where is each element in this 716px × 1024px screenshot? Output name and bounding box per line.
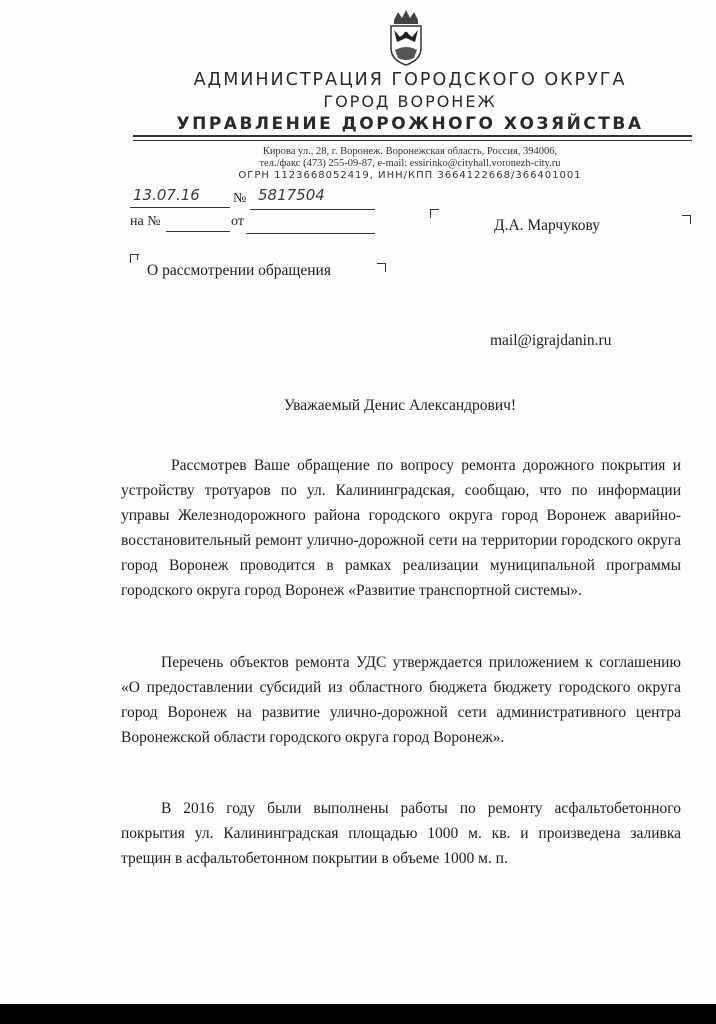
header-rule-thin <box>133 140 692 141</box>
recipient-name: Д.А. Марчукову <box>494 217 600 234</box>
recipient-email: mail@igrajdanin.ru <box>490 332 612 349</box>
coat-of-arms-icon <box>386 10 426 66</box>
recipient-corner-left <box>430 209 439 218</box>
body-paragraph: Перечень объектов ремонта УДС утверждается приложением к соглашению «О предоставлении субсидий из областного бюджета бюджету городского округа город Воронеж на развитие улично-дорожной сети административного центра Воронежской области городского округа город Воронеж». <box>121 654 681 746</box>
number-label: № <box>233 191 247 206</box>
phone-email-line: тел./факс (473) 255-09-87, e-mail: essirinko@cityhall.voronezh-city.ru <box>259 158 561 169</box>
recipient-corner-right <box>682 215 691 224</box>
address-line: Кирова ул., 28, г. Воронеж. Воронежская область, Россия, 394006, <box>262 146 558 157</box>
body-paragraph: В 2016 году были выполнены работы по ремонту асфальтобетонного покрытия ул. Калининградская площадью 1000 м. кв. и произведена заливка трещин в асфальтобетонном покрытии в объеме 1000 м. п. <box>121 800 681 867</box>
number-underline <box>250 209 375 210</box>
registration-date: 13.07.16 <box>133 186 200 204</box>
reference-number-line <box>166 231 230 232</box>
ogrn-inn-line: ОГРН 1123668052419, ИНН/КПП 3664122668/366401001 <box>238 170 582 181</box>
scan-bottom-edge <box>0 1004 716 1024</box>
reference-date-line <box>246 233 375 234</box>
reference-number-label: на № <box>130 214 161 229</box>
salutation: Уважаемый Денис Александрович! <box>283 397 517 414</box>
org-name-line2: ГОРОД ВОРОНЕЖ <box>323 92 497 111</box>
date-underline <box>130 207 230 208</box>
reference-date-label: от <box>231 214 244 229</box>
header-rule-thick <box>133 135 692 137</box>
subject-corner-right <box>377 263 386 272</box>
subject-corner-tick <box>137 254 138 260</box>
registration-number: 5817504 <box>258 186 325 204</box>
department-name: УПРАВЛЕНИЕ ДОРОЖНОГО ХОЗЯЙСТВА <box>176 114 644 134</box>
letter-subject: О рассмотрении обращения <box>147 262 331 279</box>
org-name-line1: АДМИНИСТРАЦИЯ ГОРОДСКОГО ОКРУГА <box>193 70 627 90</box>
body-paragraph: Рассмотрев Ваше обращение по вопросу ремонта дорожного покрытия и устройству тротуаров по ул. Калининградская, сообщаю, что по информации управы Железнодорожного района городского округа город Воронеж аварийно-восстановительный ремонт улично-дорожной сети на территории городского округа город Воронеж проводится в рамках реализации муниципальной программы городского округа город Воронеж «Развитие транспортной системы». <box>121 457 681 599</box>
